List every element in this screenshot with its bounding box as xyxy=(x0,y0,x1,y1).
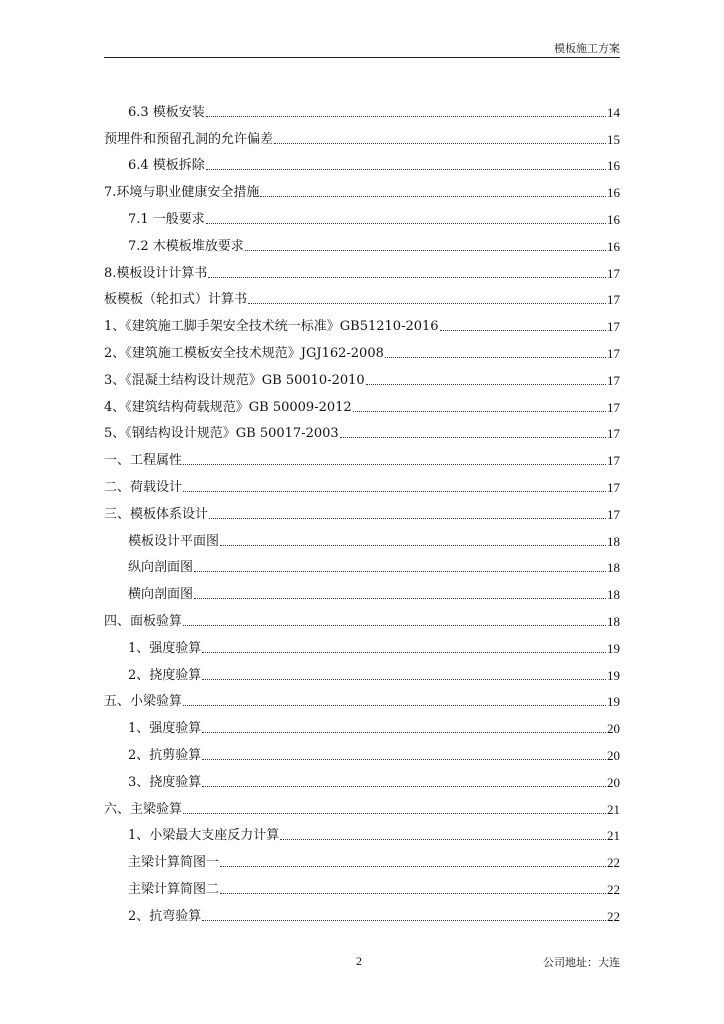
toc-entry-page: 19 xyxy=(607,694,620,710)
toc-entry-page: 18 xyxy=(607,587,620,603)
toc-entry-page: 15 xyxy=(607,131,620,147)
toc-entry-title: 主梁计算简图二 xyxy=(128,881,220,897)
toc-entry-title: 横向剖面图 xyxy=(128,587,194,603)
toc-entry-page: 20 xyxy=(607,774,620,790)
toc-entry[interactable] xyxy=(104,549,620,576)
toc-entry-title: 3、《混凝土结构设计规范》GB 50010-2010 xyxy=(104,372,365,388)
toc-dot-leader xyxy=(194,570,606,572)
toc-dot-leader xyxy=(280,838,606,840)
toc-dot-leader xyxy=(245,249,606,251)
toc-entry[interactable] xyxy=(104,575,620,602)
toc-entry-page: 18 xyxy=(607,533,620,549)
header-rule xyxy=(104,57,620,58)
toc-entry-page: 14 xyxy=(607,104,620,120)
toc-entry-title: 五、小梁验算 xyxy=(104,694,183,710)
toc-entry[interactable] xyxy=(104,173,620,200)
toc-entry-page: 21 xyxy=(607,828,620,844)
toc-entry[interactable] xyxy=(104,522,620,549)
toc-dot-leader xyxy=(260,195,606,197)
toc-dot-leader xyxy=(248,302,606,304)
toc-entry[interactable] xyxy=(104,790,620,817)
toc-dot-leader xyxy=(220,892,606,894)
toc-entry-title: 模板设计平面图 xyxy=(128,533,220,549)
toc-entry[interactable] xyxy=(104,468,620,495)
toc-dot-leader xyxy=(183,704,606,706)
table-of-contents xyxy=(104,93,620,924)
toc-entry[interactable] xyxy=(104,361,620,388)
toc-entry[interactable] xyxy=(104,254,620,281)
toc-entry-page: 22 xyxy=(607,908,620,924)
toc-dot-leader xyxy=(202,785,606,787)
toc-entry-page: 16 xyxy=(607,158,620,174)
toc-entry[interactable] xyxy=(104,629,620,656)
toc-entry[interactable] xyxy=(104,93,620,120)
toc-entry[interactable] xyxy=(104,897,620,924)
toc-dot-leader xyxy=(183,463,606,465)
toc-dot-leader xyxy=(274,142,606,144)
toc-entry[interactable] xyxy=(104,495,620,522)
toc-dot-leader xyxy=(194,597,606,599)
page-number: 2 xyxy=(356,954,362,968)
toc-entry-page: 17 xyxy=(607,265,620,281)
toc-dot-leader xyxy=(206,222,606,224)
toc-entry[interactable] xyxy=(104,441,620,468)
toc-entry[interactable] xyxy=(104,227,620,254)
toc-entry-title: 板模板（轮扣式）计算书 xyxy=(104,292,248,308)
toc-entry-title: 主梁计算简图一 xyxy=(128,855,220,871)
toc-entry-page: 19 xyxy=(607,667,620,683)
toc-entry-title: 8.模板设计计算书 xyxy=(104,265,208,281)
toc-dot-leader xyxy=(202,678,606,680)
toc-entry[interactable] xyxy=(104,281,620,308)
toc-entry-title: 1、《建筑施工脚手架安全技术统一标准》GB51210-2016 xyxy=(104,319,439,335)
toc-entry-title: 6.4 模板拆除 xyxy=(128,158,205,174)
toc-entry-title: 7.环境与职业健康安全措施 xyxy=(104,185,260,201)
toc-entry-page: 18 xyxy=(607,613,620,629)
toc-entry-title: 5、《钢结构设计规范》GB 50017-2003 xyxy=(104,426,339,442)
toc-entry-page: 21 xyxy=(607,801,620,817)
toc-entry-title: 纵向剖面图 xyxy=(128,560,194,576)
toc-entry-page: 22 xyxy=(607,855,620,871)
toc-entry-page: 17 xyxy=(607,319,620,335)
toc-dot-leader xyxy=(208,276,606,278)
toc-entry[interactable] xyxy=(104,147,620,174)
toc-entry[interactable] xyxy=(104,763,620,790)
toc-dot-leader xyxy=(385,356,606,358)
toc-entry-title: 1、小梁最大支座反力计算 xyxy=(128,828,280,844)
toc-entry-page: 19 xyxy=(607,640,620,656)
toc-entry[interactable] xyxy=(104,709,620,736)
toc-entry-title: 7.1 一般要求 xyxy=(128,211,205,227)
toc-dot-leader xyxy=(183,490,606,492)
toc-entry-title: 2、抗弯验算 xyxy=(128,908,202,924)
toc-entry[interactable] xyxy=(104,388,620,415)
toc-dot-leader xyxy=(202,731,606,733)
toc-entry[interactable] xyxy=(104,817,620,844)
footer-company-address: 公司地址：大连 xyxy=(543,956,620,969)
toc-dot-leader xyxy=(220,865,606,867)
toc-entry-title: 2、挠度验算 xyxy=(128,667,202,683)
header-title: 模板施工方案 xyxy=(554,42,620,55)
toc-entry-title: 2、抗剪验算 xyxy=(128,747,202,763)
toc-dot-leader xyxy=(209,517,606,519)
toc-entry-title: 三、模板体系设计 xyxy=(104,506,209,522)
toc-entry[interactable] xyxy=(104,120,620,147)
toc-dot-leader xyxy=(202,919,606,921)
toc-entry-page: 18 xyxy=(607,560,620,576)
toc-entry-page: 16 xyxy=(607,211,620,227)
toc-entry-title: 4、《建筑结构荷载规范》GB 50009-2012 xyxy=(104,399,352,415)
toc-entry[interactable] xyxy=(104,415,620,442)
toc-entry-page: 17 xyxy=(607,372,620,388)
toc-entry[interactable] xyxy=(104,683,620,710)
toc-entry-title: 3、挠度验算 xyxy=(128,774,202,790)
toc-entry-title: 一、工程属性 xyxy=(104,453,183,469)
toc-entry-page: 17 xyxy=(607,426,620,442)
toc-entry[interactable] xyxy=(104,334,620,361)
toc-entry[interactable] xyxy=(104,656,620,683)
toc-dot-leader xyxy=(220,544,606,546)
toc-entry-title: 四、面板验算 xyxy=(104,613,183,629)
toc-dot-leader xyxy=(353,410,606,412)
toc-entry-page: 17 xyxy=(607,479,620,495)
toc-dot-leader xyxy=(440,329,606,331)
toc-entry-page: 20 xyxy=(607,721,620,737)
toc-dot-leader xyxy=(340,436,606,438)
toc-entry-page: 22 xyxy=(607,881,620,897)
toc-dot-leader xyxy=(183,624,606,626)
toc-entry-title: 六、主梁验算 xyxy=(104,801,183,817)
toc-dot-leader xyxy=(206,115,606,117)
toc-entry-title: 2、《建筑施工模板安全技术规范》JGJ162-2008 xyxy=(104,345,384,361)
toc-entry-title: 1、强度验算 xyxy=(128,721,202,737)
toc-entry[interactable] xyxy=(104,736,620,763)
toc-dot-leader xyxy=(183,812,606,814)
toc-entry-page: 17 xyxy=(607,506,620,522)
toc-entry-title: 二、荷载设计 xyxy=(104,479,183,495)
toc-entry-page: 17 xyxy=(607,345,620,361)
toc-entry-title: 1、强度验算 xyxy=(128,640,202,656)
toc-entry-page: 17 xyxy=(607,292,620,308)
toc-entry-page: 17 xyxy=(607,399,620,415)
toc-entry-page: 16 xyxy=(607,185,620,201)
toc-entry[interactable] xyxy=(104,200,620,227)
toc-dot-leader xyxy=(202,651,606,653)
toc-entry[interactable] xyxy=(104,870,620,897)
toc-entry[interactable] xyxy=(104,307,620,334)
toc-dot-leader xyxy=(366,383,606,385)
toc-entry-page: 16 xyxy=(607,238,620,254)
toc-entry-title: 6.3 模板安装 xyxy=(128,104,205,120)
toc-dot-leader xyxy=(206,168,606,170)
toc-entry[interactable] xyxy=(104,602,620,629)
toc-entry-page: 20 xyxy=(607,747,620,763)
toc-entry-title: 预埋件和预留孔洞的允许偏差 xyxy=(104,131,274,147)
toc-dot-leader xyxy=(202,758,606,760)
toc-entry-page: 17 xyxy=(607,453,620,469)
toc-entry[interactable] xyxy=(104,843,620,870)
toc-entry-title: 7.2 木模板堆放要求 xyxy=(128,238,244,254)
